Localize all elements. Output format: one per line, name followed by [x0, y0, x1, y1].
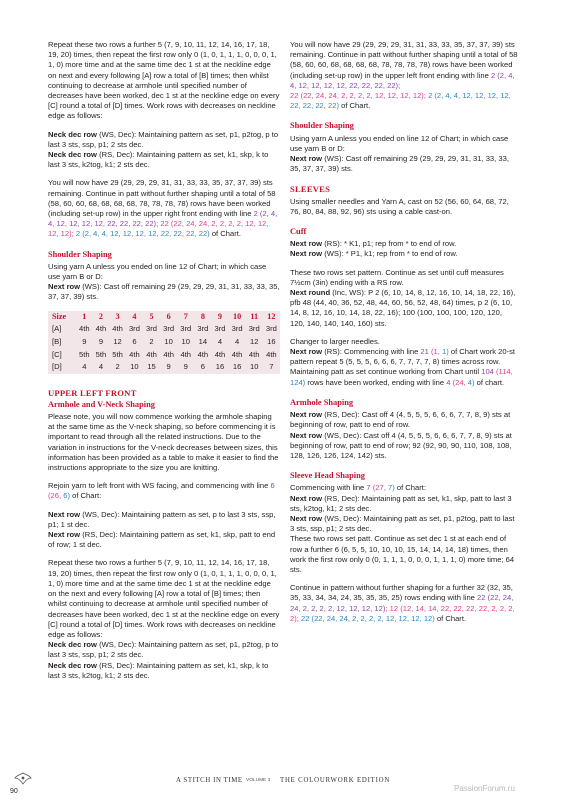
table-cell: 4th [112, 324, 123, 334]
instruction-row: Next row (RS, Dec): Maintaining pattern as set, k1, skp, patt to end of row; 1 st dec. [48, 530, 276, 550]
table-cell: 9 [98, 337, 104, 347]
table-header-cell: 3 [115, 311, 120, 321]
table-header-cell: 11 [250, 311, 259, 321]
section-heading: Armhole Shaping [290, 397, 354, 407]
table-header-cell: 7 [183, 311, 188, 321]
size-table [48, 311, 280, 374]
table-cell: 4th [180, 349, 192, 359]
section-heading: SLEEVES [290, 184, 331, 195]
paragraph: These two rows set patt. Continue as set dec 1 st at each end of row a further 6 (6, 5, 5, 10, 10, 10, 15, 14, 14, 14, 18) times, then work the first row only 0 (0, 1, 1, 1, 0, 0, 0, 1, 1, 1, 0) more time; 64 sts. [290, 534, 515, 574]
page-number: 90 [10, 788, 18, 795]
section-heading: Cuff [290, 227, 307, 237]
paragraph: Using yarn A unless you ended on line 12 of Chart; in which case use yarn B or D: [48, 261, 267, 282]
table-cell: 4 [98, 362, 104, 372]
table-cell: 4 [217, 337, 223, 347]
table-cell: 3rd [146, 324, 158, 334]
table-cell: [D] [52, 362, 62, 372]
table-cell: 10 [249, 362, 259, 372]
table-cell: 5th [79, 349, 90, 359]
neck-dec-row: Neck dec row (WS, Dec): Maintaining pattern as set, p1, p2tog, p to last 3 sts, ssp, p1; 2 sts dec. [48, 640, 279, 660]
table-cell: 10 [130, 362, 139, 372]
table-cell: 16 [267, 337, 276, 347]
table-cell: 3rd [197, 324, 209, 334]
table-cell: 4 [234, 337, 240, 347]
table-cell: 4th [95, 324, 107, 334]
footer-volume: VOLUME 3 [246, 778, 271, 783]
table-cell: 15 [147, 362, 156, 372]
table-cell: 4th [248, 349, 260, 359]
table-cell: 14 [198, 337, 208, 347]
paragraph: You will now have 29 (29, 29, 29, 31, 31, 33, 33, 35, 37, 37, 39) sts remaining. Continue in patt without further shaping until a total of 58 (58, 60, 60, 68, 68, 68, 68, 78, 78, 78, 78) rows have been worked (including set-up row) in the upper left front ending with line 2 (2, 4, 4, 12, 12, 12, 12, 22, 22, 22, 22); 22 (22, 24, 24, 2, 2, 2, 2, 12, 12, 12, 12); 2 (2, 4, 4, 12, 12, 12, 12, 22, 22, 22, 22) of Chart. [290, 40, 518, 111]
table-cell: [A] [52, 324, 62, 334]
instruction-row: Next round (Inc, WS): P 2 (6, 10, 14, 8, 12, 16, 10, 14, 18, 22, 16), pfb 48 (44, 40, 36, 52, 48, 44, 60, 56, 52, 48, 64) times, p 2 (6, 10, 14, 8, 12, 16, 10, 14, 18, 22, 16); 100 (100, 100, 100, 120, 120, 120, 140, 140, 140, 160) sts. [290, 288, 516, 328]
table-cell: 16 [232, 362, 242, 372]
footer-subtitle: THE COLOURWORK EDITION [280, 777, 391, 784]
table-header-cell: 6 [166, 311, 171, 321]
instruction-row: Next row (RS): Commencing with line 21 (1, 1) of Chart work 20-st pattern repeat 5 (5, 5, 5, 6, 6, 6, 7, 7, 7, 7, 8) times across row. [290, 347, 516, 367]
table-header-cell: 10 [232, 311, 242, 321]
table-header-cell: 8 [200, 311, 205, 321]
section-heading: Shoulder Shaping [290, 121, 354, 131]
table-cell: 6 [132, 337, 137, 347]
table-cell: 3rd [128, 324, 140, 334]
table-header-cell: 12 [267, 311, 276, 321]
instruction-row: Next row (RS): * K1, p1; rep from * to end of row. [290, 239, 457, 249]
table-cell: 4th [79, 324, 90, 334]
paragraph: Continue in pattern without further shaping for a further 32 (32, 35, 35, 33, 34, 34, 24, 35, 35, 35, 25) rows ending with line 22 (22, 24, 24, 2, 2, 2, 2, 12, 12, 12, 12); 12 (12, 14, 14, 22, 22, 22, 22, 2, 2, 2, 2); 22 (22, 24, 24, 2, 2, 2, 2, 12, 12, 12, 12) of Chart. [290, 583, 515, 623]
watermark: PassionForum.ru [454, 784, 515, 793]
paragraph: Using yarn A unless you ended on line 12 of Chart; in which case use yarn B or D: [290, 133, 509, 153]
table-cell: 2 [115, 362, 120, 372]
table-cell: 10 [164, 337, 173, 347]
instruction-row: Next row (RS, Dec): Maintaining patt as set, k1, skp, patt to last 3 sts, k2tog, k1; 2 sts dec. [290, 493, 512, 513]
instruction-row: Next row (WS): Cast off remaining 29 (29, 29, 29, 31, 31, 33, 33, 35, 37, 37, 39) sts. [48, 282, 280, 302]
section-heading: Shoulder Shaping [48, 249, 112, 259]
paragraph: Maintaining patt as set continue working from Chart until 104 (114, 124) rows have been worked, ending with line 4 (24, 4) of chart. [290, 367, 513, 387]
section-heading: Sleeve Head Shaping [290, 471, 365, 481]
table-cell: 4th [146, 349, 157, 359]
table-row [48, 323, 280, 336]
table-cell: 4th [214, 349, 226, 359]
table-header-row [48, 311, 280, 324]
table-cell: 5th [95, 349, 107, 359]
table-cell: 4th [266, 349, 277, 359]
colour-ref: 2 (2, 4, 4, 12, 12, 12, 12, 22, 22, 22, 22) [73, 229, 210, 239]
right-column [290, 40, 518, 632]
table-cell: 7 [269, 362, 274, 372]
table-header-cell: Size [52, 311, 67, 321]
ornament-icon [14, 772, 32, 786]
table-row [48, 336, 280, 349]
instruction-row: Next row (WS): Cast off remaining 29 (29, 29, 29, 31, 31, 33, 33, 35, 37, 37, 39) sts. [290, 154, 509, 174]
table-cell: 3rd [248, 324, 260, 334]
table-row [48, 361, 280, 374]
paragraph: You will now have 29 (29, 29, 29, 31, 31, 33, 33, 35, 37, 37, 39) sts remaining. Continue in patt without further shaping until a total of 58 (58, 60, 60, 68, 68, 68, 68, 78, 78, 78, 78) rows have been worked (including set-up row) in the upper right front ending with line 2 (2, 4, 4, 12, 12, 12, 12, 22, 22, 22, 22); 22 (22, 24, 24, 2, 2, 2, 2, 12, 12, 12, 12); 2 (2, 4, 4, 12, 12, 12, 12, 22, 22, 22, 22) of Chart. [48, 178, 278, 239]
table-cell: 4th [129, 349, 140, 359]
table-cell: 10 [181, 337, 190, 347]
table-cell: 3rd [265, 324, 277, 334]
table-header-cell: 2 [98, 311, 103, 321]
table-cell: 3rd [214, 324, 226, 334]
neck-dec-row: Neck dec row (RS, Dec): Maintaining pattern as set, k1, skp, k to last 3 sts, k2tog, k1; 2 sts dec. [48, 150, 269, 170]
table-cell: [B] [52, 337, 62, 347]
table-cell: [C] [52, 349, 62, 359]
paragraph: Changer to larger needles. [290, 336, 380, 346]
table-cell: 4th [197, 349, 209, 359]
table-cell: 5th [112, 349, 123, 359]
instruction-row: Next row (RS, Dec): Cast off 4 (4, 5, 5, 5, 6, 6, 6, 7, 7, 8, 9) sts at beginning of row, patt to end of row. [290, 410, 511, 430]
table-cell: 2 [149, 337, 154, 347]
table-cell: 3rd [163, 324, 175, 334]
instruction-row: Next row (WS, Dec): Maintaining patt as set, p1, p2tog, patt to last 3 sts, ssp, p1; 2 sts dec. [290, 513, 515, 534]
paragraph: Please note, you will now commence working the armhole shaping at the same time as the V-neck shaping, so before commencing it is important to read through all the related instructions. Due to the variation in instructions for the V-neck decreases between sizes, this information has been provided as a table to make it easier to find the instructions appropriate to the size you are knitting. [48, 412, 279, 473]
footer-title: A STITCH IN TIME [176, 777, 243, 784]
instruction-row: Next row (WS): * P1, k1; rep from * to end of row. [290, 249, 458, 259]
table-cell: 6 [200, 362, 205, 372]
paragraph: These two rows set pattern. Continue as set until cuff measures 7½cm (3in) ending with a RS row. [290, 267, 504, 287]
table-cell: 4th [163, 349, 174, 359]
table-cell: 12 [113, 337, 122, 347]
table-header-cell: 5 [149, 311, 154, 321]
paragraph: Using smaller needles and Yarn A, cast on 52 (56, 60, 64, 68, 72, 76, 80, 84, 88, 92, 96) sts using a cable cast-on. [290, 196, 509, 216]
colour-ref: 22 (22, 24, 24, 2, 2, 2, 2, 12, 12, 12, 12); [48, 219, 269, 239]
paragraph: Repeat these two rows a further 5 (7, 9, 10, 11, 12, 14, 16, 17, 18, 19, 20) times, then repeat the first row only 0 (1, 0, 1, 1, 1, 0, 0, 0, 1, 1, 0) more time and at the same time dec 1 st at the neckline edge on next and every following [A] row a total of [B] times; then whilst continuing to decrease at armhole until specified number of decreases have been worked, dec 1 st at the neckline edge on every [C] round a total of [D] times. Work rows with decreases on neckline edge as follows: [48, 40, 280, 121]
subsection-heading: Armhole and V-Neck Shaping [48, 399, 155, 409]
neck-dec-row: Neck dec row (WS, Dec): Maintaining pattern as set, p1, p2tog, p to last 3 sts, ssp, p1; 2 sts dec. [48, 129, 279, 149]
left-column [48, 40, 280, 681]
table-cell: 9 [183, 362, 188, 372]
section-heading: UPPER LEFT FRONT [48, 387, 137, 398]
instruction-row: Next row (WS, Dec): Maintaining pattern as set, p to last 3 sts, ssp, p1; 1 st dec. [48, 509, 276, 529]
table-row [48, 348, 280, 361]
table-header-cell: 1 [82, 311, 87, 321]
table-cell: 4 [82, 362, 87, 372]
table-header-cell: 9 [217, 311, 223, 321]
paragraph: Repeat these two rows a further 5 (7, 9, 10, 11, 12, 14, 16, 17, 18, 19, 20) times, then repeat the first row only 0 (1, 0, 1, 1, 1, 0, 0, 0, 1, 1, 0) more time and at the same time dec 1 st at the neckline edge on the next and every following [A] row a total of [B] times; then whilst continuing to decrease at armhole until specified number of decreases have been worked, dec 1 st at the neckline edge on every [C] round a total of [D] times. Work rows with decreases on neckline edge as follows: [48, 558, 280, 639]
table-header-cell: 4 [132, 311, 137, 321]
paragraph: Commencing with line 7 (27, 7) of Chart: [290, 483, 426, 493]
table-cell: 4th [231, 349, 243, 359]
paragraph: Rejoin yarn to left front with WS facing, and commencing with line 6 (26, 6) of Chart: [48, 481, 275, 501]
neck-dec-row: Neck dec row (RS, Dec): Maintaining pattern as set, k1, skp, k to last 3 sts, k2tog, k1; 2 sts dec. [48, 660, 269, 680]
colour-ref: 2 (2, 4, 4, 12, 12, 12, 12, 22, 22, 22, 22); [48, 209, 278, 229]
table-cell: 16 [215, 362, 225, 372]
table-cell: 9 [82, 337, 87, 347]
table-cell: 12 [249, 337, 259, 347]
table-cell: 3rd [180, 324, 192, 334]
instruction-row: Next row (WS, Dec): Cast off 4 (4, 5, 5, 5, 6, 6, 6, 7, 7, 8, 9) sts at beginning of row, patt to end of row; 92 (92, 90, 90, 110, 108, 108, 128, 126, 126, 124, 142) sts. [290, 430, 512, 460]
table-cell: 3rd [231, 324, 243, 334]
table-cell: 9 [166, 362, 171, 372]
